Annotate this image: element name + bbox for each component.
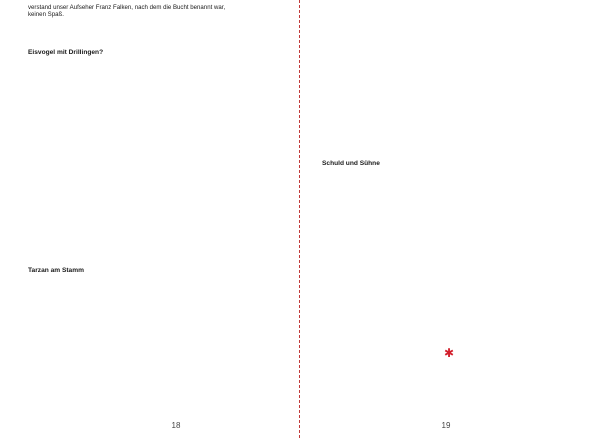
paragraph	[322, 170, 577, 340]
gutter-line	[299, 0, 300, 438]
left-page	[28, 4, 278, 438]
paragraph	[28, 277, 278, 397]
page-number: 18	[171, 421, 181, 430]
paragraph	[322, 4, 577, 152]
section-heading: Eisvogel mit Drillingen?	[28, 48, 104, 56]
paragraph: verstand unser Aufseher Franz Falken, nach dem die Bucht benannt war, keinen Spaß.	[28, 4, 226, 19]
section-heading: Schuld und Sühne	[322, 160, 380, 167]
right-page	[322, 4, 577, 438]
red-asterisk-icon: ✱	[444, 346, 455, 360]
paragraph	[28, 59, 278, 259]
paragraph	[28, 23, 278, 41]
section-heading: Tarzan am Stamm	[28, 266, 84, 274]
page-number: 19	[441, 421, 451, 430]
